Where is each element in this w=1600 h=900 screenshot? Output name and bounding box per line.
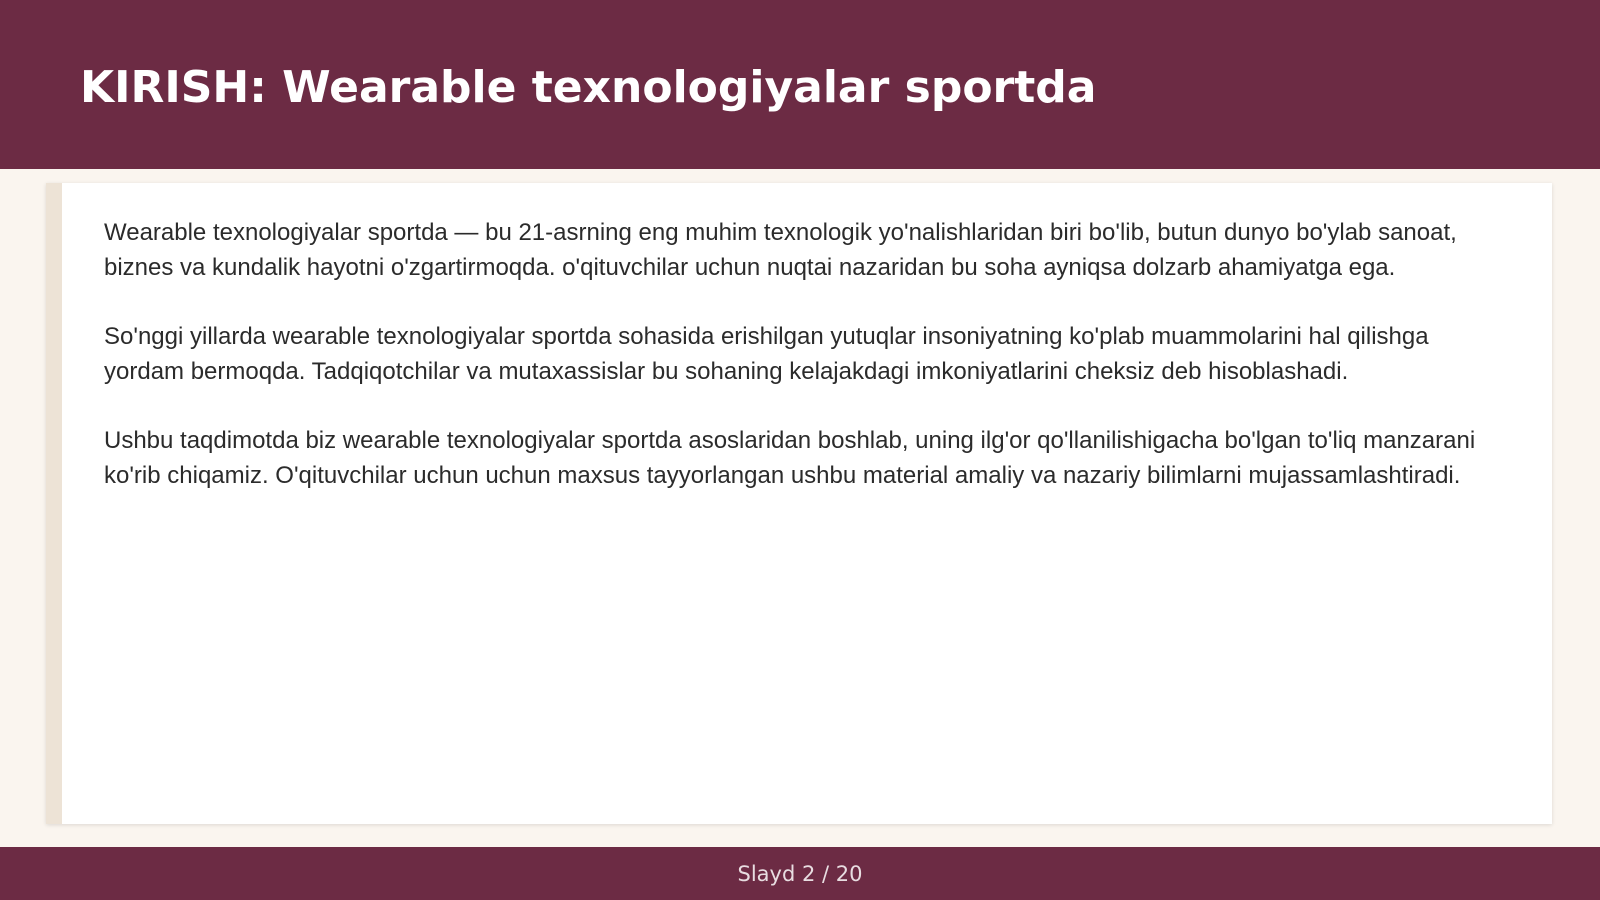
slide-body — [104, 215, 1504, 527]
paragraph-overview: Ushbu taqdimotda biz wearable texnologiyalar sportda asoslaridan boshlab, uning ilg'or qo'llanilishigacha bo'lgan to'liq manzarani ko'rib chiqamiz. O'qituvchilar uchun uchun maxsus tayyorlangan ushbu material amaliy va nazariy bilimlarni mujassamlashtiradi. — [104, 427, 1476, 489]
slide-title: KIRISH: Wearable texnologiyalar sportda — [80, 62, 1097, 113]
content-card — [46, 183, 1552, 824]
slide-counter: Slayd 2 / 20 — [737, 862, 863, 886]
paragraph-achievements: So'nggi yillarda wearable texnologiyalar sportda sohasida erishilgan yutuqlar insoniyatning ko'plab muammolarini hal qilishga yordam bermoqda. Tadqiqotchilar va mutaxassislar bu sohaning kelajakdagi imkoniyatlarini cheksiz deb hisoblashadi. — [104, 323, 1429, 385]
slide-header — [0, 0, 1600, 169]
paragraph-intro: Wearable texnologiyalar sportda — bu 21-asrning eng muhim texnologik yo'nalishlaridan biri bo'lib, butun dunyo bo'ylab sanoat, biznes va kundalik hayotni o'zgartirmoqda. o'qituvchilar uchun nuqtai nazaridan bu soha ayniqsa dolzarb ahamiyatga ega. — [104, 219, 1457, 281]
slide-footer — [0, 847, 1600, 900]
